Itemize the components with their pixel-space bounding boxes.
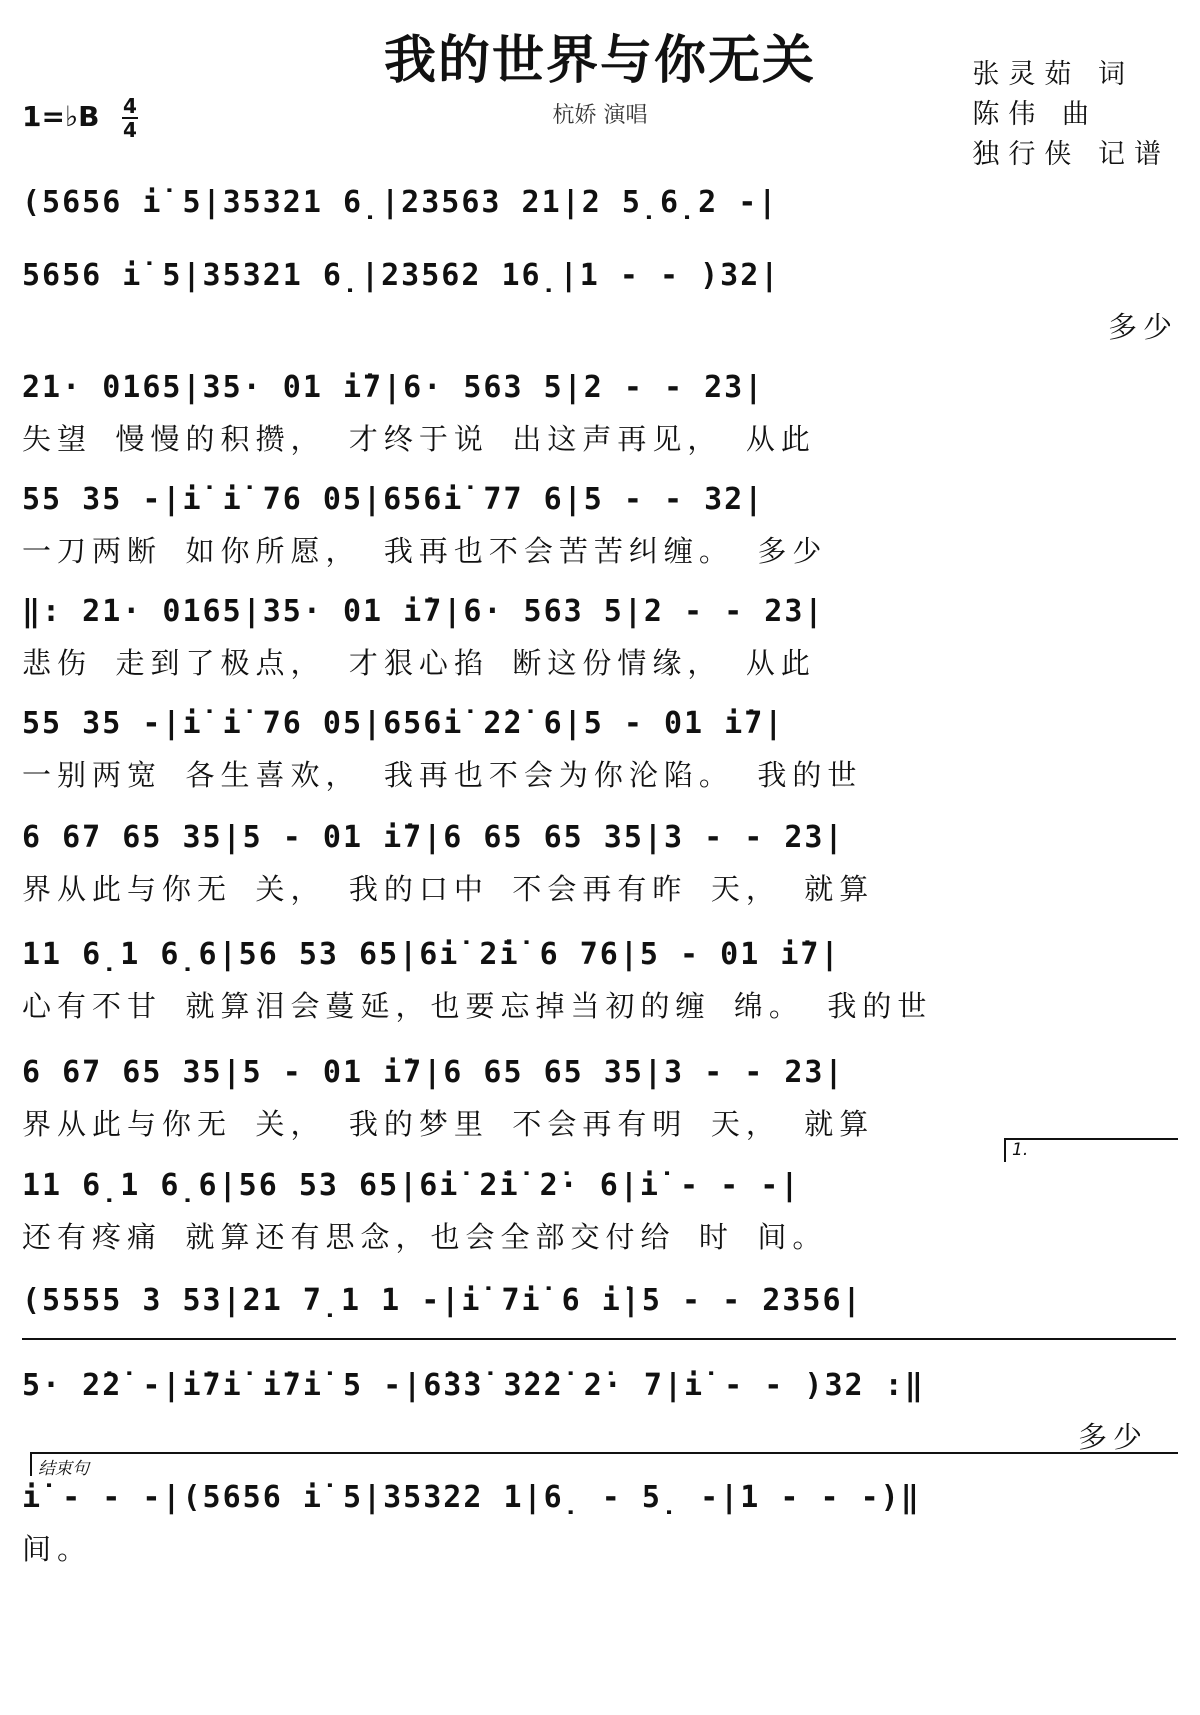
notation-line: 55 35 -|i̇ i̇ 76 05|656i̇ 77 6|5 - - 32| bbox=[22, 482, 765, 517]
time-signature bbox=[122, 96, 138, 140]
transcriber-credit: 独行侠 记谱 bbox=[972, 139, 1170, 170]
score-row bbox=[22, 1480, 1178, 1568]
lyric-line: 悲伤 走到了极点， 才狠心掐 断这份情缘， 从此 bbox=[22, 646, 816, 680]
lyric-line: 界从此与你无 关， 我的口中 不会再有昨 天， 就算 bbox=[22, 872, 875, 906]
lyric-line: 失望 慢慢的积攒， 才终于说 出这声再见， 从此 bbox=[22, 422, 816, 456]
coda-bracket bbox=[30, 1452, 1178, 1479]
score-row bbox=[22, 185, 1178, 232]
coda-label: 结束句 bbox=[38, 1459, 89, 1479]
score-row bbox=[22, 594, 1178, 682]
notation-line: ‖: 21· 0165|35· 01 i̇7|6· 563 5|2 - - 23| bbox=[22, 594, 825, 629]
notation-line: 21· 0165|35· 01 i̇7|6· 563 5|2 - - 23| bbox=[22, 370, 765, 405]
notation-line: 11 6̣1 6̣6|56 53 65|6i̇ 2̇i̇ 2̇· 6|i̇ - - -| bbox=[22, 1168, 801, 1203]
time-signature-denominator: 4 bbox=[123, 118, 137, 142]
notation-line: 5656 i̇ 5|35321 6̣|23562 16̣|1 - - )32| bbox=[22, 258, 781, 293]
lyric-line: 一别两宽 各生喜欢， 我再也不会为你沦陷。 我的世 bbox=[22, 758, 863, 792]
composer-credit: 陈伟 曲 bbox=[972, 99, 1098, 130]
notation-line: 55 35 -|i̇ i̇ 76 05|656i̇ 2̇2̇ 6|5 - 01 i̇7| bbox=[22, 706, 785, 741]
score-row bbox=[22, 1283, 1178, 1318]
score-row bbox=[22, 482, 1178, 570]
lyric-line: 一刀两断 如你所愿， 我再也不会苦苦纠缠。 多少 bbox=[22, 534, 828, 568]
lyric-line: 间。 bbox=[22, 1532, 93, 1566]
score-row bbox=[22, 937, 1178, 1025]
lyric-line: 界从此与你无 关， 我的梦里 不会再有明 天， 就算 bbox=[22, 1107, 875, 1141]
first-ending-bracket bbox=[1004, 1138, 1178, 1162]
time-signature-numerator: 4 bbox=[123, 94, 137, 118]
first-ending-label: 1. bbox=[1012, 1140, 1029, 1160]
credits bbox=[972, 55, 1170, 175]
singer-credit: 杭娇 演唱 bbox=[552, 103, 648, 128]
system-divider bbox=[22, 1338, 1176, 1340]
notation-line: 5· 2̇2̇ -|i̇7i̇ i̇7i̇ 5 -|6̇3̇3̇ 3̇2̇2̇ 2̇· 7|i̇ - - )32 :‖ bbox=[22, 1368, 925, 1403]
notation-line: i̇ - - -|(5656 i̇ 5|35322 1|6̣ - 5̣ -|1 - - -)‖ bbox=[22, 1480, 921, 1515]
score-row bbox=[22, 258, 1178, 346]
song-title: 我的世界与你无关 bbox=[383, 30, 816, 91]
score-row bbox=[22, 820, 1178, 908]
lyric-line: 心有不甘 就算泪会蔓延，也要忘掉当初的缠 绵。 我的世 bbox=[22, 989, 933, 1023]
notation-line: 11 6̣1 6̣6|56 53 65|6i̇ 2̇i̇ 6 76|5 - 01 i̇7| bbox=[22, 937, 841, 972]
lyric-line: 还有疼痛 就算还有思念，也会全部交付给 时 间。 bbox=[22, 1220, 828, 1254]
score-row bbox=[22, 1368, 1178, 1456]
score-row bbox=[22, 1168, 1178, 1256]
score-row bbox=[22, 706, 1178, 794]
lyricist-credit: 张灵茹 词 bbox=[972, 59, 1134, 90]
notation-line: (5656 i̇ 5|35321 6̣|23563 21|2 5̣6̣2 -| bbox=[22, 185, 779, 220]
lyric-line: 多少 bbox=[1077, 1420, 1148, 1454]
key-signature: 1=♭B bbox=[22, 100, 100, 133]
lyric-line: 多少 bbox=[1107, 310, 1178, 344]
score-row bbox=[22, 370, 1178, 458]
notation-line: (5555 3 53|21 7̣1 1 -|i̇ 7i̇ 6 i̇|5 - - 2356| bbox=[22, 1283, 863, 1318]
notation-line: 6 67 65 35|5 - 01 i̇7|6 65 65 35|3 - - 23| bbox=[22, 1055, 845, 1090]
notation-line: 6 67 65 35|5 - 01 i̇7|6 65 65 35|3 - - 23| bbox=[22, 820, 845, 855]
score-row bbox=[22, 1055, 1178, 1143]
